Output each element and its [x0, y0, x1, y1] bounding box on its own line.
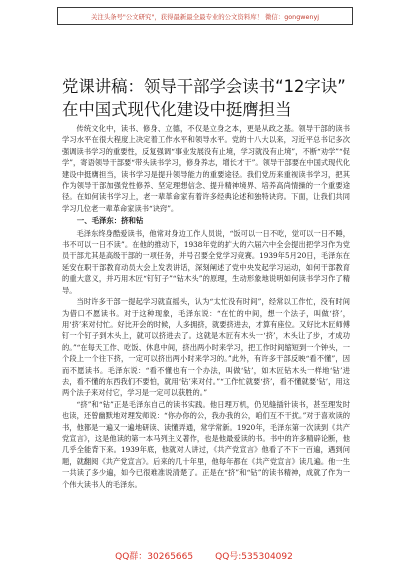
article-body [62, 123, 350, 490]
qq-group-text: QQ群：30265665 [115, 552, 194, 562]
contact-footer [0, 549, 408, 562]
page-title [62, 75, 362, 121]
title-line-1: 党课讲稿：领导干部学会读书“12字诀” [62, 76, 346, 96]
section-paragraph: 毛泽东终身酷爱读书，他常对身边工作人员说，“饭可以一日不吃，觉可以一日不睡，书不可以一日不读”。在他的推动下，1938年党的扩大的六届六中全会提出把学习作为党员干部尤其是高级干部的一项任务，并号召要全党学习竞赛。1939年5月20日，毛泽东在延安在职干部教育动员大会上发表讲话，深刻阐述了党中央发起学习运动，如何干部教育的重大意义，并巧用木匠“钉钉子”“钻木头”的原理，生动形象地说明如何读书学习作了精导。 [62, 228, 350, 295]
promo-banner: 关注头条号"公文研究"，获得最新最全最专业的公文资料库！ 微信：gongwenyj [57, 7, 353, 25]
title-line-2: 在中国式现代化建设中挺膺担当 [62, 99, 292, 119]
qq-number-text: QQ号:535304092 [215, 552, 293, 562]
section-paragraph: 当时许多干部一提起学习就直摇头，认为“太忙没有时间”，经常以工作忙，没有时间为借口不愿读书。对于这种现象，毛泽东说：“在忙的中间，想一个法子，叫做‘挤’，用‘挤’来对付忙。好比开会的时候，人多拥挤，就要挤进去，才算有座位。又好比木匠师傅钉一个钉子到木头上，就可以挤进去了。这就是木匠有木头一‘挤’，木头让了步，才成功的。”“在每天工作、吃饭、休息中间，挤出两小时来学习，把工作时间缩短到一个钟头，一个段上一个往下挤，一定可以挤出两小时来学习的。”此外，有许多干部反映“看不懂”，因而不愿读书。毛泽东说：“看不懂也有一个办法，叫做‘钻’，如木匠钻木头一样地‘钻’进去，看不懂的东西我们不要怕，就用‘钻’来对付。”“工作忙就要‘挤’，看不懂就要‘钻’，用这两个法子来对付它，学习是一定可以获胜的。” [62, 297, 350, 398]
section-heading: 一、毛泽东：挤和钻 [76, 216, 144, 226]
intro-paragraph: 传统文化中，读书、修身、立德，不仅是立身之本，更是从政之基。领导干部的读书学习水平在很大程度上决定着工作水平和领导水平。党的十八大以来，习近平总书记多次强调读书学习的重要性，反复强调“事业发展没有止境，学习就没有止境”，不断“劝学”“促学”，寄语领导干部要“带头读书学习，修身养志，增长才干”。领导干部要在中国式现代化建设中挺膺担当，读书学习是提升领导能力的重要途径。我们党历来重视读书学习，把其作为领导干部加强党性修养、坚定理想信念、提升精神境界、培养高尚情操的一个重要途径。在如何读书学习上，老一辈革命家有着许多经典论述和独特诀窍。下面，让我们共同学习几位老一辈革命家读书“诀窍”。 [62, 124, 350, 213]
section-paragraph: “挤”和“钻”正是毛泽东自己的读书实践。他日理万机，仍见缝插针读书，甚至理发时也读，还曾幽默地对理发师说：“你办你的公，我办我的公，咱们互不干扰。”对于喜欢读的书，他都是一遍又一遍地研读、读懂弄通，常学常新。1920年，毛泽东第一次读到《共产党宣言》，这是他读的第一本马列主义著作，也是他最爱读的书。书中的许多精辟论断，他几乎全能背下来。1939年底，他就对人讲过，《共产党宣言》他看了不下一百遍，遇到问题，就翻阅《共产党宣言》。后来的几十年里，他每年都在《共产党宣言》读几遍。他一生一共读了多少遍，如今已很难准说清楚了。正是在“挤”和“钻”的读书精神，成就了作为一个伟大读书人的毛泽东。 [62, 399, 350, 489]
